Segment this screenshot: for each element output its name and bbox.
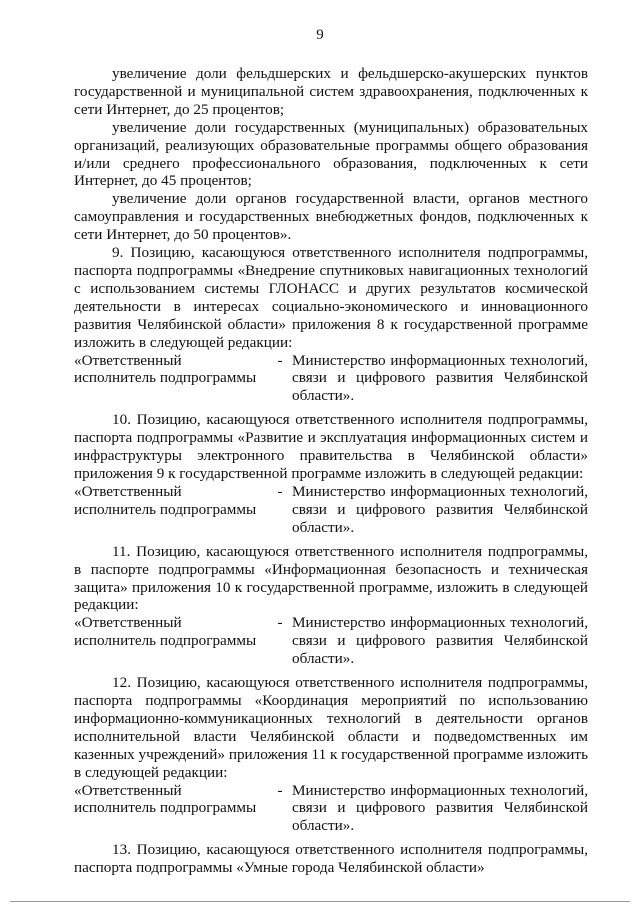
responsible-executor-row (74, 352, 588, 406)
responsible-executor-row (74, 782, 588, 836)
paragraph-item-12: 12. Позицию, касающуюся ответственного исполнителя подпрограммы, паспорта подпрограммы «Координация мероприятий по использованию информационно-коммуникационных технологий в деятельности органов исполнительной власти Челябинской области и подведомственных им казенных учреждений» приложения 11 к государственной программе изложить в следующей редакции: (74, 674, 588, 781)
document-body (74, 65, 588, 877)
paragraph-item-9: 9. Позицию, касающуюся ответственного исполнителя подпрограммы, паспорта подпрограммы «Внедрение спутниковых навигационных технологий с использованием системы ГЛОНАСС и других результатов космической деятельности в интересах социально-экономического и инновационного развития Челябинской области» приложения 8 к государственной программе изложить в следующей редакции: (74, 244, 588, 351)
responsible-executor-row (74, 614, 588, 668)
row-label: «Ответственный исполнитель подпрограммы (74, 351, 257, 387)
row-label: «Ответственный исполнитель подпрограммы (74, 482, 257, 518)
paragraph: увеличение доли фельдшерских и фельдшерско-акушерских пунктов государственной и муниципальной систем здравоохранения, подключенных к сети Интернет, до 25 процентов; (74, 65, 588, 118)
row-value: Министерство информационных технологий, связи и цифрового развития Челябинской области». (292, 482, 588, 536)
paragraph-item-10: 10. Позицию, касающуюся ответственного исполнителя подпрограммы, паспорта подпрограммы «Развитие и эксплуатация информационных систем и инфраструктуры электронного правительства в Челябинской области» приложения 9 к государственной программе изложить в следующей редакции: (74, 411, 588, 483)
paragraph-item-11: 11. Позицию, касающуюся ответственного исполнителя подпрограммы, в паспорте подпрограммы «Информационная безопасность и техническая защита» приложения 10 к государственной программе, изложить в следующей редакции: (74, 542, 588, 614)
row-value: Министерство информационных технологий, связи и цифрового развития Челябинской области». (292, 351, 588, 405)
row-label: «Ответственный исполнитель подпрограммы (74, 781, 257, 817)
paragraph: увеличение доли государственных (муниципальных) образовательных организаций, реализующих образовательные программы общего образования и/или среднего профессионального образования, подключенных к сети Интернет, до 45 процентов; (74, 118, 588, 190)
row-dash: - (277, 614, 283, 632)
scan-edge-line (10, 901, 630, 902)
row-dash: - (277, 482, 283, 500)
paragraph: увеличение доли органов государственной власти, органов местного самоуправления и государственных внебюджетных фондов, подключенных к сети Интернет, до 50 процентов». (74, 190, 588, 244)
row-dash: - (277, 781, 283, 799)
row-value: Министерство информационных технологий, связи и цифрового развития Челябинской области». (292, 614, 588, 668)
row-label: «Ответственный исполнитель подпрограммы (74, 614, 257, 650)
row-value: Министерство информационных технологий, связи и цифрового развития Челябинской области». (292, 781, 588, 835)
paragraph-item-13: 13. Позицию, касающуюся ответственного исполнителя подпрограммы, паспорта подпрограммы «Умные города Челябинской области» (74, 841, 588, 877)
row-dash: - (277, 351, 283, 369)
responsible-executor-row (74, 483, 588, 537)
page-number: 9 (316, 27, 324, 43)
